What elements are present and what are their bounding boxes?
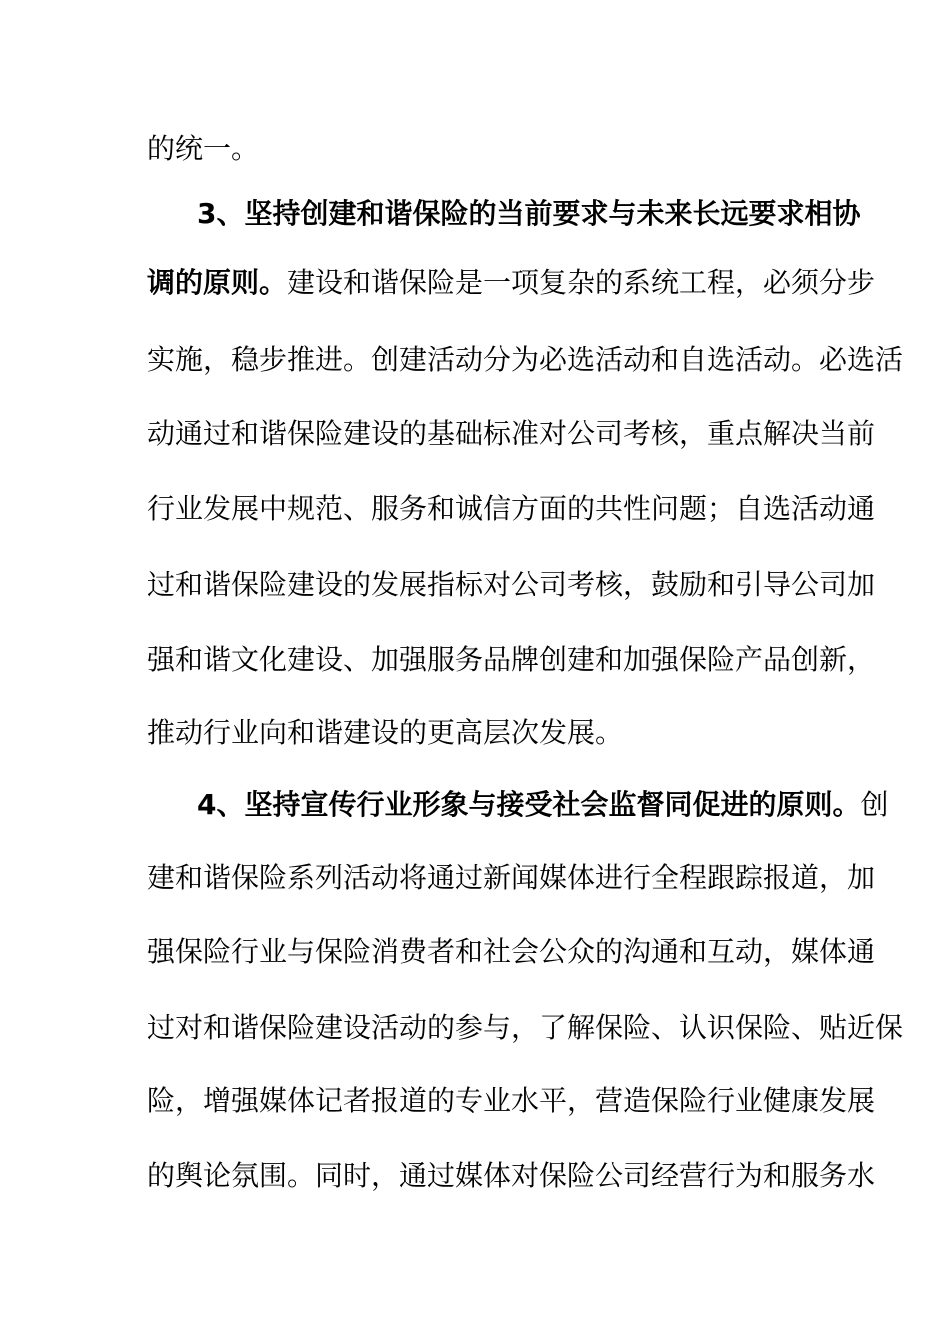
paragraph-2-line-6-text: 过和谐保险建设的发展指标对公司考核，鼓励和引导公司加: [147, 568, 876, 601]
paragraph-2-line-8-text: 推动行业向和谐建设的更高层次发展。: [147, 716, 624, 749]
paragraph-2-line-2-text: 建设和谐保险是一项复杂的系统工程，必须分步: [287, 266, 876, 299]
paragraph-3-line-3: [147, 932, 876, 972]
paragraph-2-line-5: [147, 489, 876, 529]
paragraph-1-tail-text: 的统一。: [147, 132, 260, 165]
paragraph-2-line-8: [147, 713, 807, 753]
paragraph-3-line-2: [147, 858, 876, 898]
paragraph-3-line-4: [147, 1008, 904, 1048]
paragraph-3-line-2-text: 建和谐保险系列活动将通过新闻媒体进行全程跟踪报道，加: [147, 861, 876, 894]
paragraph-3-line-4-text: 过对和谐保险建设活动的参与，了解保险、认识保险、贴近保: [147, 1011, 904, 1044]
paragraph-2-line-6: [147, 565, 876, 605]
paragraph-3-line-1: [197, 785, 889, 825]
paragraph-3-line-5: [147, 1081, 876, 1121]
paragraph-2-line-5-text: 行业发展中规范、服务和诚信方面的共性问题；自选活动通: [147, 492, 876, 525]
paragraph-2-line-4-text: 动通过和谐保险建设的基础标准对公司考核，重点解决当前: [147, 417, 876, 450]
paragraph-1-tail: [147, 129, 807, 169]
paragraph-3-line-6: [147, 1156, 876, 1196]
paragraph-3-line-5-text: 险，增强媒体记者报道的专业水平，营造保险行业健康发展: [147, 1084, 876, 1117]
paragraph-2-heading-tail: 调的原则。: [147, 266, 288, 299]
paragraph-2-line-2: [147, 263, 876, 303]
paragraph-2-heading-text: 3、坚持创建和谐保险的当前要求与未来长远要求相协: [197, 197, 861, 230]
paragraph-2-line-7-text: 强和谐文化建设、加强服务品牌创建和加强保险产品创新，: [147, 643, 876, 676]
paragraph-2-line-4: [147, 414, 876, 454]
paragraph-3-line-3-text: 强保险行业与保险消费者和社会公众的沟通和互动，媒体通: [147, 935, 876, 968]
paragraph-2-line-3-text: 实施，稳步推进。创建活动分为必选活动和自选活动。必选活: [147, 343, 904, 376]
paragraph-3-heading-text: 4、坚持宣传行业形象与接受社会监督同促进的原则。: [197, 788, 861, 821]
paragraph-2-heading-line-1: [197, 194, 861, 234]
paragraph-3-line-1-text: 创: [860, 788, 889, 821]
paragraph-3-line-6-text: 的舆论氛围。同时，通过媒体对保险公司经营行为和服务水: [147, 1159, 876, 1192]
paragraph-2-line-7: [147, 640, 876, 680]
paragraph-2-line-3: [147, 340, 904, 380]
